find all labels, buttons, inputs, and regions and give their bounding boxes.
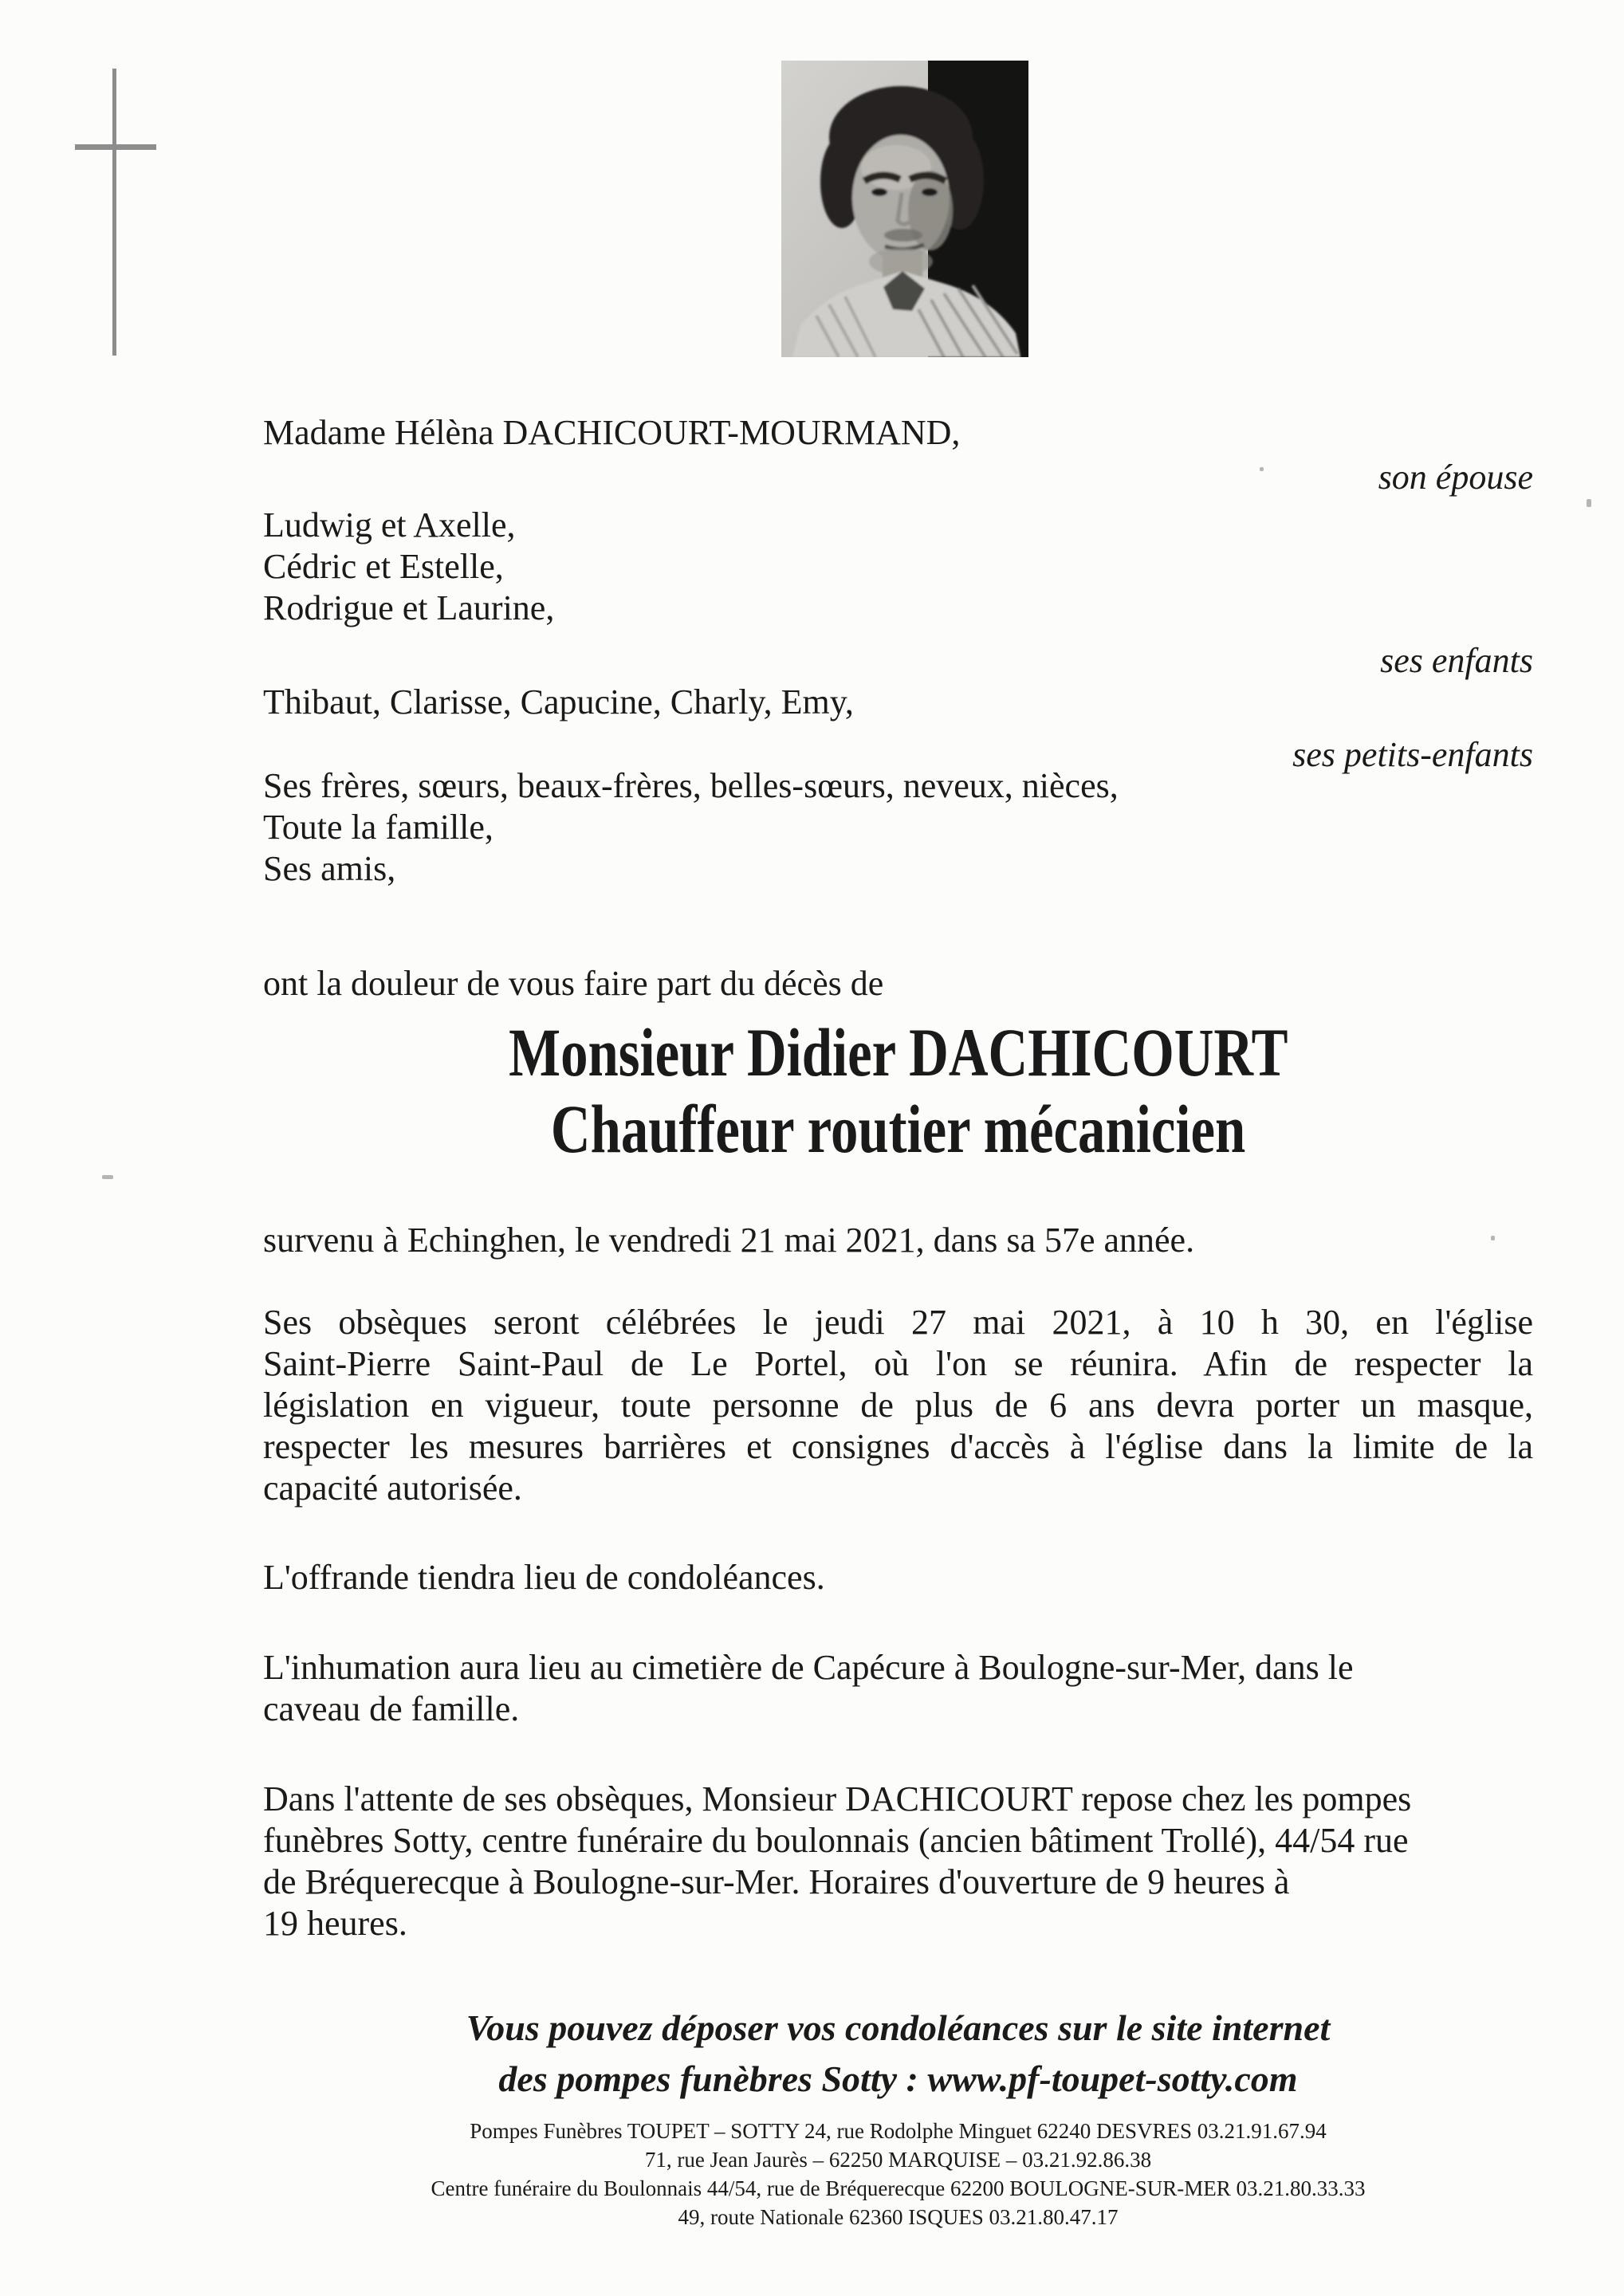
funeral-line: Ses obsèques seront célébrées le jeudi 27 mai 2021, à 10 h 30, en l'église: [263, 1303, 1533, 1342]
children-line: Rodrigue et Laurine,: [263, 588, 555, 627]
scan-artifact: [1260, 467, 1264, 471]
funeral-line: Saint-Pierre Saint-Paul de Le Portel, où l'on se réunira. Afin de respecter la: [263, 1344, 1533, 1383]
memorial-cross-icon: [112, 69, 116, 356]
repose-paragraph: [263, 1779, 1533, 1944]
grandchildren-line: Thibaut, Clarisse, Capucine, Charly, Emy,: [263, 682, 854, 721]
repose-line: funèbres Sotty, centre funéraire du boulonnais (ancien bâtiment Trollé), 44/54 rue: [263, 1821, 1409, 1860]
burial-paragraph: [263, 1647, 1533, 1730]
scan-artifact: [1587, 499, 1591, 507]
children-line: Ludwig et Axelle,: [263, 505, 516, 545]
burial-line: L'inhumation aura lieu au cimetière de Capécure à Boulogne-sur-Mer, dans le: [263, 1648, 1354, 1687]
deceased-portrait-photo: [781, 61, 1028, 357]
footer-line: 71, rue Jean Jaurès – 62250 MARQUISE – 03.21.92.86.38: [644, 2148, 1152, 2172]
children-relation-label: ses enfants: [1380, 641, 1533, 680]
footer-line: 49, route Nationale 62360 ISQUES 03.21.80.47.17: [678, 2205, 1119, 2229]
funeral-paragraph: [263, 1302, 1533, 1509]
memorial-cross-icon: [75, 144, 156, 150]
funeral-line: capacité autorisée.: [263, 1468, 522, 1508]
children-lines: [263, 505, 1533, 629]
footer-line: Centre funéraire du Boulonnais 44/54, rue de Bréquerecque 62200 BOULOGNE-SUR-MER 03.21.80.33.33: [431, 2176, 1366, 2200]
repose-line: de Bréquerecque à Boulogne-sur-Mer. Horaires d'ouverture de 9 heures à: [263, 1862, 1290, 1901]
scan-artifact: [1491, 1236, 1495, 1240]
repose-line: Dans l'attente de ses obsèques, Monsieur DACHICOURT repose chez les pompes: [263, 1779, 1412, 1818]
condolences-notice-line: Vous pouvez déposer vos condoléances sur le site internet: [466, 2007, 1331, 2048]
spouse-relation-label: son épouse: [1378, 458, 1533, 497]
funeral-home-footer: [263, 2117, 1533, 2231]
family-lines: [263, 765, 1533, 890]
family-line: Ses amis,: [263, 849, 396, 888]
condolences-notice-line: des pompes funèbres Sotty : www.pf-toupet-sotty.com: [498, 2058, 1298, 2099]
family-line: Ses frères, sœurs, beaux-frères, belles-sœurs, neveux, nièces,: [263, 766, 1119, 805]
lead-in-line: ont la douleur de vous faire part du décès de: [263, 964, 884, 1003]
children-line: Cédric et Estelle,: [263, 547, 504, 586]
funeral-line: législation en vigueur, toute personne de plus de 6 ans devra porter un masque,: [263, 1386, 1533, 1425]
repose-line: 19 heures.: [263, 1904, 407, 1943]
family-line: Toute la famille,: [263, 808, 493, 847]
grandchildren-relation-label: ses petits-enfants: [1292, 735, 1533, 774]
footer-line: Pompes Funèbres TOUPET – SOTTY 24, rue Rodolphe Minguet 62240 DESVRES 03.21.91.67.94: [470, 2119, 1327, 2143]
deceased-headline: [263, 1014, 1533, 1167]
burial-line: caveau de famille.: [263, 1689, 520, 1728]
spouse-line: Madame Hélèna DACHICOURT-MOURMAND,: [263, 413, 961, 452]
condolences-web-notice: [263, 2003, 1533, 2105]
offering-line: L'offrande tiendra lieu de condoléances.: [263, 1558, 825, 1597]
scan-artifact: [102, 1175, 113, 1179]
deceased-name: Monsieur Didier DACHICOURT: [508, 1014, 1288, 1091]
deceased-occupation: Chauffeur routier mécanicien: [550, 1091, 1246, 1167]
death-line: survenu à Echinghen, le vendredi 21 mai 2021, dans sa 57e année.: [263, 1221, 1195, 1260]
funeral-line: respecter les mesures barrières et consignes d'accès à l'église dans la limite de la: [263, 1427, 1533, 1466]
